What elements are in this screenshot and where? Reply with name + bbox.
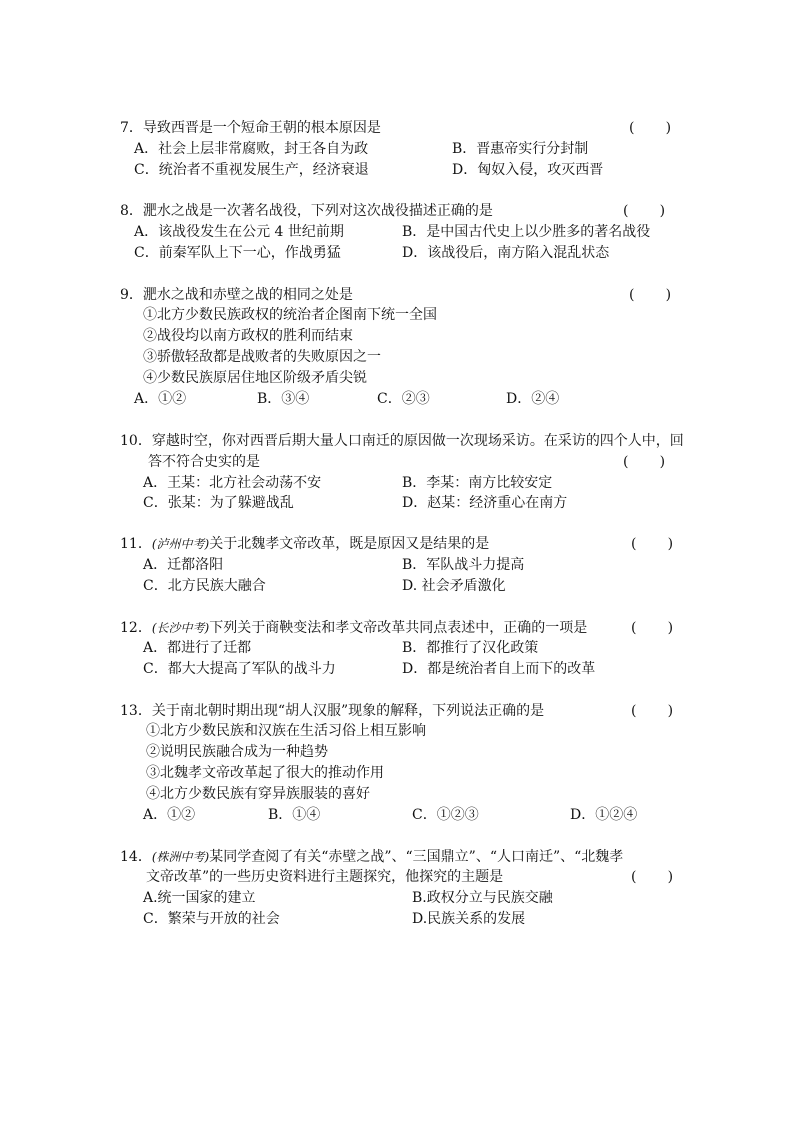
question-12-stem — [120, 619, 587, 637]
question-7-stem: 7．导致西晋是一个短命王朝的根本原因是 — [120, 120, 381, 136]
option-c: C．②③ — [377, 391, 430, 407]
option-c: C．①②③ — [412, 807, 479, 823]
answer-blank: ( ) — [631, 536, 674, 552]
option-c: C．繁荣与开放的社会 — [143, 911, 280, 927]
option-d: D.民族关系的发展 — [412, 911, 526, 927]
option-b: B．晋惠帝实行分封制 — [452, 141, 589, 157]
answer-blank: ( ) — [623, 203, 666, 219]
option-b: B．是中国古代史上以少胜多的著名战役 — [402, 224, 651, 240]
option-d: D．①②④ — [570, 807, 638, 823]
statement-3: ③骄傲轻敌都是战败者的失败原因之一 — [143, 349, 381, 365]
question-14-stem-line1 — [120, 848, 623, 866]
question-10-stem-line1: 10．穿越时空，你对西晋后期大量人口南迁的原因做一次现场采访。在采访的四个人中，回 — [120, 433, 684, 449]
option-d: D．②④ — [506, 391, 560, 407]
option-a: A．该战役发生在公元 4 世纪前期 — [134, 224, 344, 240]
answer-blank: ( ) — [629, 287, 672, 303]
source-tag: (株洲中考) — [151, 850, 210, 864]
option-b: B．李某：南方比较安定 — [402, 475, 553, 491]
option-a: A．王某：北方社会动荡不安 — [143, 475, 322, 491]
statement-2: ②战役均以南方政权的胜利而结束 — [143, 328, 353, 344]
option-b: B.政权分立与民族交融 — [412, 890, 553, 906]
option-a: A．①② — [143, 807, 196, 823]
statement-2: ②说明民族融合成为一种趋势 — [146, 744, 328, 760]
option-c: C．北方民族大融合 — [143, 578, 266, 594]
answer-blank: ( ) — [623, 454, 666, 470]
statement-4: ④少数民族原居住地区阶级矛盾尖锐 — [143, 370, 367, 386]
option-a: A.统一国家的建立 — [143, 890, 256, 906]
answer-blank: ( ) — [631, 620, 674, 636]
question-11-stem — [120, 535, 489, 553]
question-text: 关于北魏孝文帝改革，既是原因又是结果的是 — [209, 536, 490, 552]
source-tag: (泸州中考) — [151, 537, 210, 551]
option-d: D．都是统治者自上而下的改革 — [402, 661, 596, 677]
option-c: C．张某：为了躲避战乱 — [143, 495, 294, 511]
statement-4: ④北方少数民族有穿异族服装的喜好 — [146, 786, 370, 802]
question-number: 12． — [120, 620, 152, 636]
question-number: 11． — [120, 536, 152, 552]
statement-1: ①北方少数民族政权的统治者企图南下统一全国 — [143, 307, 437, 323]
option-d: D．该战役后，南方陷入混乱状态 — [402, 245, 610, 261]
source-tag: (长沙中考) — [151, 621, 210, 635]
option-c: C．前秦军队上下一心，作战勇猛 — [134, 245, 341, 261]
option-b: B．都推行了汉化政策 — [402, 640, 539, 656]
answer-blank: ( ) — [631, 703, 674, 719]
question-number: 14． — [120, 849, 152, 865]
question-14-stem-line2: 文帝改革”的一些历史资料进行主题探究，他探究的主题是 — [146, 869, 504, 885]
question-text: 下列关于商鞅变法和孝文帝改革共同点表述中，正确的一项是 — [209, 620, 588, 636]
question-9-stem: 9．淝水之战和赤壁之战的相同之处是 — [120, 287, 353, 303]
option-c: C．统治者不重视发展生产，经济衰退 — [134, 162, 369, 178]
statement-3: ③北魏孝文帝改革起了很大的推动作用 — [146, 765, 384, 781]
option-d: D. 社会矛盾激化 — [402, 578, 506, 594]
option-a: A．迁都洛阳 — [143, 557, 224, 573]
option-b: B．军队战斗力提高 — [402, 557, 525, 573]
option-d: D．赵某：经济重心在南方 — [402, 495, 568, 511]
question-13-stem: 13．关于南北朝时期出现“胡人汉服”现象的解释，下列说法正确的是 — [120, 703, 545, 719]
option-a: A．①② — [134, 391, 187, 407]
option-b: B．③④ — [257, 391, 310, 407]
question-text: 某同学查阅了有关“赤壁之战”、“三国鼎立”、“人口南迁”、“北魏孝 — [209, 849, 624, 865]
option-a: A．社会上层非常腐败，封王各自为政 — [134, 141, 369, 157]
option-c: C．都大大提高了军队的战斗力 — [143, 661, 336, 677]
statement-1: ①北方少数民族和汉族在生活习俗上相互影响 — [146, 723, 426, 739]
option-a: A．都进行了迁都 — [143, 640, 252, 656]
answer-blank: ( ) — [631, 869, 674, 885]
answer-blank: ( ) — [629, 120, 672, 136]
question-8-stem: 8．淝水之战是一次著名战役，下列对这次战役描述正确的是 — [120, 203, 493, 219]
option-b: B．①④ — [268, 807, 321, 823]
question-10-stem-line2: 答不符合史实的是 — [148, 454, 260, 470]
option-d: D．匈奴入侵，攻灭西晋 — [452, 162, 604, 178]
